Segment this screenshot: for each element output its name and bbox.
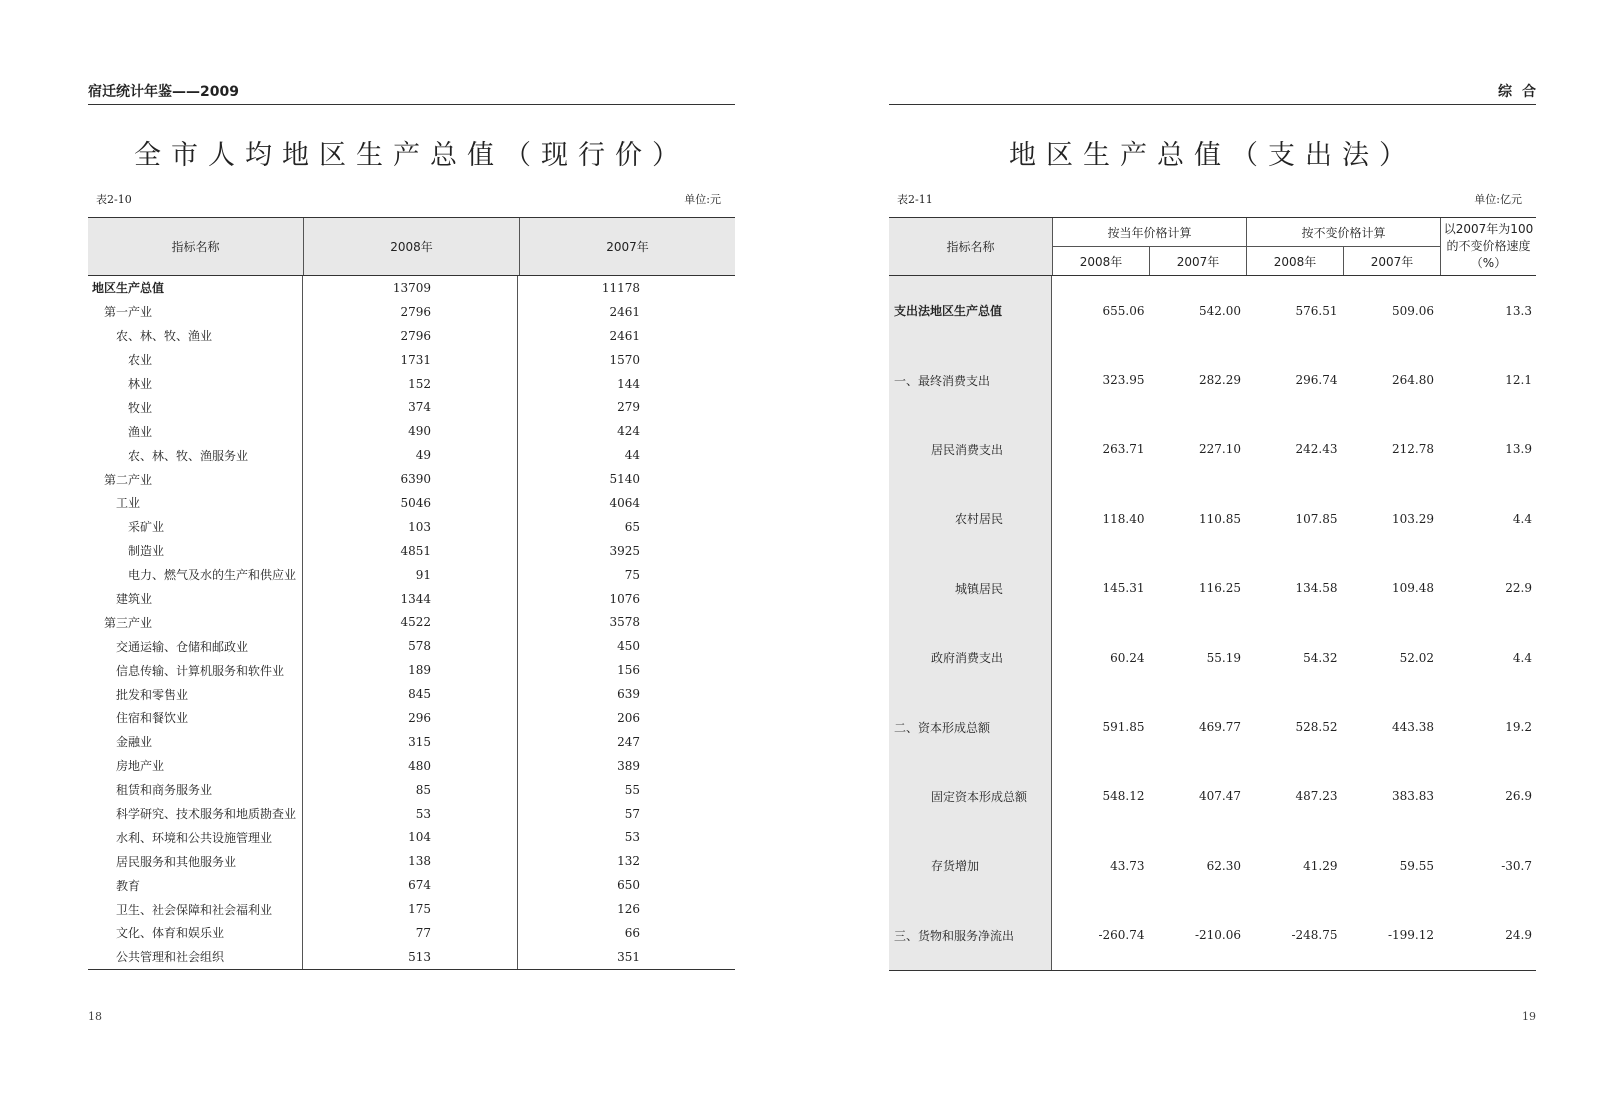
row-indicator: 住宿和餐饮业	[88, 706, 303, 730]
right-page	[889, 0, 1546, 1099]
row-value-cur2007: -210.06	[1194, 928, 1241, 943]
table-number: 表2-11	[897, 193, 933, 206]
row-value-2008: 49	[303, 443, 518, 467]
row-value-2007: 156	[617, 663, 640, 678]
row-value-cur2007: 282.29	[1199, 373, 1241, 388]
row-value-2007: 4064	[609, 495, 640, 510]
row-value-con2008: 576.51	[1295, 303, 1338, 318]
row-value-con2008: -248.75	[1291, 928, 1338, 943]
row-indicator: 第三产业	[88, 610, 303, 634]
row-indicator: 采矿业	[88, 515, 303, 539]
row-value-2008: 104	[303, 825, 518, 849]
table-row	[88, 515, 735, 539]
row-indicator: 二、资本形成总额	[894, 720, 991, 735]
row-indicator: 信息传输、计算机服务和软件业	[88, 658, 303, 682]
table-row	[88, 539, 735, 563]
row-value-2008: 189	[303, 658, 518, 682]
row-indicator: 政府消费支出	[931, 651, 1004, 666]
row-indicator: 城镇居民	[955, 581, 1004, 596]
row-value-con2008: 54.32	[1303, 650, 1338, 665]
row-indicator: 支出法地区生产总值	[894, 304, 1003, 319]
row-indicator: 农、林、牧、渔服务业	[88, 443, 303, 467]
table-row	[88, 587, 735, 611]
table-row	[88, 897, 735, 921]
header-constant-2008: 2008年	[1247, 247, 1344, 275]
table-row	[1052, 484, 1536, 553]
row-value-cur2007: 469.77	[1199, 720, 1241, 735]
table-row	[1052, 554, 1536, 623]
row-value-2007: 351	[617, 949, 640, 964]
row-value-2007: 650	[617, 878, 640, 893]
row-indicator: 固定资本形成总额	[931, 789, 1028, 804]
row-value-2007: 2461	[609, 328, 640, 343]
row-value-2008: 13709	[303, 276, 518, 300]
row-value-speed: -30.7	[1501, 858, 1532, 873]
row-value-2008: 480	[303, 754, 518, 778]
row-value-2007: 2461	[609, 304, 640, 319]
row-value-2008: 4522	[303, 610, 518, 634]
header-growth-line2: 的不变价格速度	[1446, 239, 1531, 253]
row-value-2008: 2796	[303, 324, 518, 348]
table-row	[88, 825, 735, 849]
row-value-cur2007: 542.00	[1199, 303, 1241, 318]
row-value-2008: 2796	[303, 300, 518, 324]
row-indicator: 一、最终消费支出	[894, 373, 991, 388]
row-value-2007: 450	[617, 639, 640, 654]
row-value-2007: 247	[617, 734, 640, 749]
row-value-cur2008: 263.71	[1102, 442, 1145, 457]
table-row	[88, 849, 735, 873]
row-value-2008: 5046	[303, 491, 518, 515]
table-row	[88, 324, 735, 348]
table-row	[88, 467, 735, 491]
row-value-cur2008: 43.73	[1110, 858, 1145, 873]
row-value-speed: 13.3	[1505, 303, 1532, 318]
table-row	[88, 706, 735, 730]
header-growth-rate	[1441, 218, 1536, 275]
table-body	[889, 276, 1536, 970]
running-head-text: 综合	[1498, 84, 1546, 100]
table-number: 表2-10	[96, 193, 132, 206]
table-header	[889, 218, 1536, 276]
row-indicator: 建筑业	[88, 587, 303, 611]
header-group-current	[1053, 218, 1247, 275]
row-indicator: 第二产业	[88, 467, 303, 491]
table-row	[88, 945, 735, 969]
row-value-2008: 138	[303, 849, 518, 873]
table-row	[88, 634, 735, 658]
per-capita-gdp-table	[88, 217, 735, 970]
row-value-con2007: 509.06	[1392, 303, 1434, 318]
row-indicator: 林业	[88, 372, 303, 396]
table-row	[88, 873, 735, 897]
row-value-2007: 11178	[601, 280, 640, 295]
row-value-2008: 91	[303, 563, 518, 587]
table-body	[88, 276, 735, 969]
header-2007: 2007年	[606, 240, 649, 254]
row-value-cur2008: 591.85	[1102, 720, 1145, 735]
row-indicator: 制造业	[88, 539, 303, 563]
row-value-2007: 144	[617, 376, 640, 391]
running-head-text: 宿迁统计年鉴——2009	[88, 84, 239, 100]
unit-label: 单位:亿元	[1474, 193, 1522, 206]
row-value-cur2008: 548.12	[1102, 789, 1145, 804]
page-number: 18	[88, 1010, 102, 1023]
header-current-2008: 2008年	[1053, 247, 1150, 275]
unit-label: 单位:元	[684, 193, 721, 206]
row-value-con2007: 383.83	[1392, 789, 1434, 804]
header-group-constant	[1247, 218, 1441, 275]
row-value-2007: 1570	[609, 352, 640, 367]
row-indicator: 农村居民	[955, 512, 1004, 527]
row-indicator: 居民服务和其他服务业	[88, 849, 303, 873]
row-value-con2008: 528.52	[1295, 720, 1338, 735]
running-head-left	[88, 84, 735, 105]
row-value-cur2008: 655.06	[1102, 303, 1145, 318]
row-value-con2007: 264.80	[1392, 373, 1434, 388]
row-value-2007: 389	[617, 758, 640, 773]
row-value-cur2008: -260.74	[1098, 928, 1145, 943]
table-row	[88, 348, 735, 372]
table-row	[1052, 901, 1536, 970]
row-indicator: 科学研究、技术服务和地质勘查业	[88, 802, 303, 826]
header-2008: 2008年	[304, 218, 520, 275]
row-value-2008: 152	[303, 372, 518, 396]
row-indicator: 交通运输、仓储和邮政业	[88, 634, 303, 658]
table-row	[1052, 692, 1536, 761]
header-indicator: 指标名称	[889, 218, 1053, 275]
table-row	[88, 491, 735, 515]
row-value-2008: 845	[303, 682, 518, 706]
row-value-2008: 513	[303, 945, 518, 969]
indicator-column	[889, 276, 1052, 970]
table-row	[88, 682, 735, 706]
row-value-cur2008: 145.31	[1102, 581, 1145, 596]
row-value-2008: 175	[303, 897, 518, 921]
row-indicator: 渔业	[88, 419, 303, 443]
table-row	[88, 395, 735, 419]
table-row	[1052, 762, 1536, 831]
row-value-2008: 296	[303, 706, 518, 730]
row-value-con2007: 443.38	[1392, 720, 1434, 735]
table-row	[1052, 345, 1536, 414]
table-row	[88, 419, 735, 443]
row-indicator: 第一产业	[88, 300, 303, 324]
row-value-2007: 1076	[609, 591, 640, 606]
row-value-2008: 103	[303, 515, 518, 539]
row-value-con2008: 134.58	[1295, 581, 1338, 596]
row-value-con2008: 107.85	[1295, 511, 1338, 526]
row-value-speed: 4.4	[1512, 511, 1532, 526]
values-column	[1052, 276, 1536, 970]
page-title: 全市人均地区生产总值（现行价）	[134, 140, 689, 171]
row-value-speed: 24.9	[1505, 928, 1532, 943]
row-value-speed: 4.4	[1512, 650, 1532, 665]
row-indicator: 公共管理和社会组织	[88, 945, 303, 969]
row-value-2008: 374	[303, 395, 518, 419]
table-row	[88, 300, 735, 324]
row-value-con2007: -199.12	[1387, 928, 1434, 943]
table-row	[88, 730, 735, 754]
row-value-2007: 279	[617, 400, 640, 415]
row-value-2007: 206	[617, 710, 640, 725]
row-value-cur2007: 55.19	[1206, 650, 1241, 665]
row-value-speed: 19.2	[1505, 720, 1532, 735]
row-value-2008: 674	[303, 873, 518, 897]
row-value-2008: 53	[303, 802, 518, 826]
row-indicator: 地区生产总值	[88, 276, 303, 300]
row-value-speed: 12.1	[1505, 373, 1532, 388]
row-indicator: 存货增加	[931, 859, 980, 874]
row-indicator: 电力、燃气及水的生产和供应业	[88, 563, 303, 587]
row-value-speed: 26.9	[1505, 789, 1532, 804]
row-indicator: 文化、体育和娱乐业	[88, 921, 303, 945]
left-page	[88, 0, 735, 1099]
row-value-2007: 75	[624, 567, 640, 582]
table-header	[88, 218, 735, 276]
table-row	[1052, 831, 1536, 900]
header-growth-line1: 以2007年为100	[1443, 222, 1534, 236]
row-indicator: 居民消费支出	[931, 442, 1004, 457]
row-indicator: 批发和零售业	[88, 682, 303, 706]
row-value-2008: 1344	[303, 587, 518, 611]
table-row	[1052, 623, 1536, 692]
table-row	[1052, 276, 1536, 345]
row-value-2008: 315	[303, 730, 518, 754]
row-value-2008: 1731	[303, 348, 518, 372]
row-indicator: 租赁和商务服务业	[88, 778, 303, 802]
row-indicator: 教育	[88, 873, 303, 897]
row-value-2007: 3925	[609, 543, 640, 558]
row-indicator: 水利、环境和公共设施管理业	[88, 825, 303, 849]
table-row	[88, 372, 735, 396]
row-value-2007: 424	[617, 424, 640, 439]
row-value-cur2007: 227.10	[1199, 442, 1241, 457]
row-value-2007: 126	[617, 902, 640, 917]
row-value-con2008: 296.74	[1295, 373, 1338, 388]
row-value-con2008: 41.29	[1303, 858, 1338, 873]
header-current-2007: 2007年	[1176, 254, 1220, 269]
row-value-2007: 57	[624, 806, 640, 821]
row-value-2008: 490	[303, 419, 518, 443]
header-current-prices: 按当年价格计算	[1053, 218, 1246, 247]
row-value-2007: 55	[624, 782, 640, 797]
row-value-cur2007: 407.47	[1199, 789, 1241, 804]
row-value-con2007: 103.29	[1392, 511, 1434, 526]
row-value-2008: 85	[303, 778, 518, 802]
row-value-con2007: 59.55	[1399, 858, 1434, 873]
row-value-2007: 3578	[609, 615, 640, 630]
row-value-2007: 65	[624, 519, 640, 534]
row-value-2007: 639	[617, 687, 640, 702]
row-value-2007: 5140	[609, 472, 640, 487]
table-row	[88, 778, 735, 802]
row-value-con2007: 109.48	[1392, 581, 1434, 596]
row-value-2008: 77	[303, 921, 518, 945]
row-indicator: 农业	[88, 348, 303, 372]
table-row	[88, 443, 735, 467]
gdp-expenditure-table	[889, 217, 1536, 971]
row-value-cur2008: 60.24	[1110, 650, 1145, 665]
table-row	[88, 921, 735, 945]
row-value-con2007: 52.02	[1399, 650, 1434, 665]
row-value-2007: 132	[617, 854, 640, 869]
row-value-2008: 4851	[303, 539, 518, 563]
row-value-cur2007: 110.85	[1199, 511, 1241, 526]
table-row	[88, 802, 735, 826]
header-constant-2007: 2007年	[1370, 254, 1414, 269]
row-indicator: 卫生、社会保障和社会福利业	[88, 897, 303, 921]
header-growth-line3: （%）	[1470, 256, 1507, 270]
row-value-2008: 578	[303, 634, 518, 658]
row-value-cur2008: 118.40	[1102, 511, 1145, 526]
row-value-cur2008: 323.95	[1102, 373, 1145, 388]
header-indicator: 指标名称	[88, 218, 304, 275]
row-value-con2007: 212.78	[1392, 442, 1434, 457]
row-value-2008: 6390	[303, 467, 518, 491]
row-indicator: 农、林、牧、渔业	[88, 324, 303, 348]
row-value-2007: 44	[624, 448, 640, 463]
row-value-2007: 66	[624, 925, 640, 940]
row-value-cur2007: 62.30	[1206, 858, 1241, 873]
table-row	[88, 276, 735, 300]
running-head-right	[889, 84, 1546, 105]
row-value-con2008: 242.43	[1295, 442, 1338, 457]
table-row	[88, 610, 735, 634]
row-value-2007: 53	[624, 830, 640, 845]
row-value-speed: 13.9	[1505, 442, 1532, 457]
table-row	[88, 563, 735, 587]
page-number: 19	[1522, 1010, 1536, 1023]
row-indicator: 房地产业	[88, 754, 303, 778]
table-row	[88, 658, 735, 682]
row-indicator: 金融业	[88, 730, 303, 754]
table-row	[88, 754, 735, 778]
header-constant-prices: 按不变价格计算	[1247, 218, 1440, 247]
row-indicator: 牧业	[88, 395, 303, 419]
row-value-cur2007: 116.25	[1199, 581, 1241, 596]
row-value-con2008: 487.23	[1295, 789, 1338, 804]
row-indicator: 三、货物和服务净流出	[894, 928, 1015, 943]
row-value-speed: 22.9	[1505, 581, 1532, 596]
row-indicator: 工业	[88, 491, 303, 515]
page-title: 地区生产总值（支出法）	[1009, 140, 1416, 171]
table-row	[1052, 415, 1536, 484]
